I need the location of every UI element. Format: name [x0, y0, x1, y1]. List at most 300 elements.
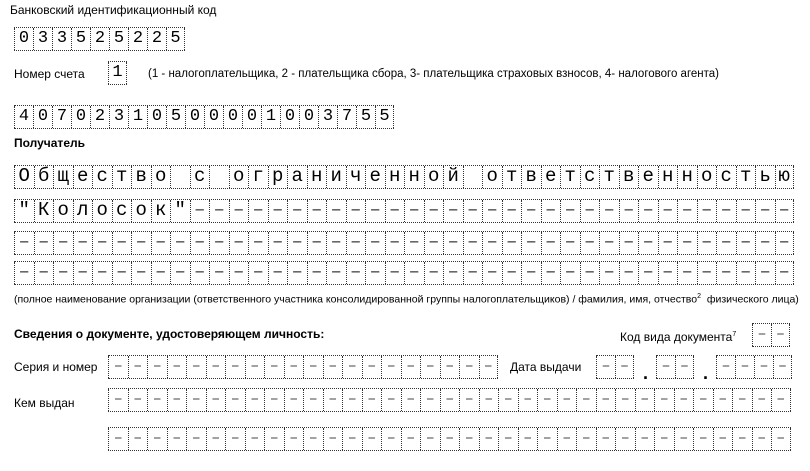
empty-cell	[190, 262, 210, 284]
char-cell: в	[619, 166, 639, 188]
recipient-label: Получатель	[14, 136, 85, 150]
char-cell: 5	[166, 106, 185, 128]
empty-cell	[147, 428, 167, 450]
empty-cell	[186, 428, 206, 450]
empty-cell	[576, 428, 596, 450]
empty-cell	[596, 428, 616, 450]
empty-cell	[498, 428, 518, 450]
empty-cell	[303, 389, 323, 411]
empty-cell	[713, 389, 733, 411]
empty-cell	[635, 428, 655, 450]
empty-cell	[167, 389, 187, 411]
empty-cell	[385, 200, 405, 222]
char-cell: к	[151, 200, 171, 222]
empty-cell	[342, 356, 362, 378]
char-cell: 5	[109, 28, 128, 50]
char-cell: т	[736, 166, 756, 188]
char-cell: о	[151, 166, 171, 188]
empty-cell	[459, 389, 479, 411]
empty-cell	[303, 428, 323, 450]
recipient-line[interactable]	[14, 231, 794, 255]
empty-cell	[498, 389, 518, 411]
empty-cell	[381, 428, 401, 450]
empty-cell	[284, 356, 304, 378]
empty-cell	[206, 428, 226, 450]
empty-cell	[658, 262, 678, 284]
char-cell: с	[92, 166, 112, 188]
empty-cell	[229, 200, 249, 222]
empty-cell	[108, 389, 128, 411]
empty-cell	[209, 262, 229, 284]
char-cell: с	[190, 166, 210, 188]
empty-cell	[248, 232, 268, 254]
empty-cell	[112, 262, 132, 284]
char-cell: 0	[147, 106, 166, 128]
empty-cell	[365, 200, 385, 222]
account-type-field[interactable]	[108, 61, 127, 85]
empty-cell	[170, 262, 190, 284]
char-cell: 0	[71, 106, 90, 128]
empty-cell	[463, 232, 483, 254]
empty-cell	[346, 262, 366, 284]
empty-cell	[186, 389, 206, 411]
empty-cell	[638, 232, 658, 254]
char-cell: т	[502, 166, 522, 188]
empty-cell	[656, 356, 675, 378]
char-cell: 2	[90, 106, 109, 128]
empty-cell	[401, 356, 421, 378]
empty-cell	[346, 232, 366, 254]
empty-cell	[190, 232, 210, 254]
empty-cell	[404, 232, 424, 254]
char-cell: 3	[33, 28, 52, 50]
empty-cell	[518, 428, 538, 450]
empty-cell	[381, 356, 401, 378]
empty-cell	[502, 232, 522, 254]
char-cell: о	[424, 166, 444, 188]
empty-cell	[401, 389, 421, 411]
char-cell: а	[287, 166, 307, 188]
char-cell: о	[482, 166, 502, 188]
empty-cell	[170, 232, 190, 254]
empty-cell	[147, 389, 167, 411]
empty-cell	[206, 389, 226, 411]
empty-cell	[716, 262, 736, 284]
char-cell: 0	[33, 106, 52, 128]
empty-cell	[463, 200, 483, 222]
empty-cell	[307, 232, 327, 254]
empty-cell	[225, 389, 245, 411]
char-cell: К	[34, 200, 54, 222]
empty-cell	[73, 262, 93, 284]
empty-cell	[326, 262, 346, 284]
empty-cell	[752, 389, 772, 411]
empty-cell	[754, 356, 773, 378]
empty-cell	[677, 232, 697, 254]
char-cell: о	[53, 200, 73, 222]
empty-cell	[92, 232, 112, 254]
char-cell: 3	[52, 28, 71, 50]
empty-cell	[440, 356, 460, 378]
empty-cell	[147, 356, 167, 378]
char-cell: 0	[280, 106, 299, 128]
empty-cell	[307, 262, 327, 284]
char-cell: 5	[71, 28, 90, 50]
char-cell: щ	[53, 166, 73, 188]
char-cell: е	[73, 166, 93, 188]
empty-cell	[752, 428, 772, 450]
empty-cell	[654, 428, 674, 450]
char-cell: о	[92, 200, 112, 222]
empty-cell	[479, 389, 499, 411]
empty-cell	[560, 200, 580, 222]
char-cell: н	[677, 166, 697, 188]
empty-cell	[385, 262, 405, 284]
doc-code-label	[620, 328, 736, 344]
issued-by-label: Кем выдан	[14, 396, 75, 410]
char-cell: 2	[90, 28, 109, 50]
empty-cell	[596, 389, 616, 411]
char-cell: 1	[261, 106, 280, 128]
space-cell	[463, 166, 483, 188]
char-cell: 0	[204, 106, 223, 128]
empty-cell	[245, 356, 265, 378]
empty-cell	[463, 262, 483, 284]
empty-cell	[674, 428, 694, 450]
empty-cell	[557, 428, 577, 450]
empty-cell	[248, 200, 268, 222]
empty-cell	[736, 200, 756, 222]
empty-cell	[362, 356, 382, 378]
empty-cell	[424, 200, 444, 222]
empty-cell	[677, 262, 697, 284]
empty-cell	[326, 200, 346, 222]
empty-cell	[599, 262, 619, 284]
empty-cell	[736, 262, 756, 284]
char-cell: О	[14, 166, 34, 188]
account-type-note: (1 - налогоплательщика, 2 - плательщика сбора, 3- плательщика страховых взносов, 4- налогового агента)	[148, 68, 720, 80]
empty-cell	[502, 200, 522, 222]
char-cell: 3	[318, 106, 337, 128]
empty-cell	[420, 389, 440, 411]
issue-date-day-field[interactable]	[596, 355, 634, 379]
empty-cell	[482, 262, 502, 284]
char-cell: н	[658, 166, 678, 188]
empty-cell	[752, 324, 771, 346]
empty-cell	[599, 200, 619, 222]
empty-cell	[675, 356, 694, 378]
empty-cell	[697, 262, 717, 284]
space-cell	[170, 166, 190, 188]
char-cell: 1	[108, 62, 127, 84]
empty-cell	[53, 262, 73, 284]
bik-label: Банковский идентификационный код	[10, 3, 217, 17]
char-cell: о	[697, 166, 717, 188]
empty-cell	[92, 262, 112, 284]
empty-cell	[713, 428, 733, 450]
empty-cell	[638, 262, 658, 284]
empty-cell	[537, 389, 557, 411]
empty-cell	[596, 356, 615, 378]
char-cell: 0	[223, 106, 242, 128]
empty-cell	[658, 232, 678, 254]
empty-cell	[284, 389, 304, 411]
empty-cell	[521, 262, 541, 284]
empty-cell	[716, 232, 736, 254]
empty-cell	[167, 428, 187, 450]
empty-cell	[303, 356, 323, 378]
empty-cell	[245, 389, 265, 411]
empty-cell	[755, 262, 775, 284]
empty-cell	[443, 232, 463, 254]
empty-cell	[732, 428, 752, 450]
empty-cell	[404, 262, 424, 284]
empty-cell	[619, 232, 639, 254]
issued-by-line[interactable]	[108, 388, 791, 412]
empty-cell	[190, 200, 210, 222]
recipient-note	[14, 293, 799, 306]
empty-cell	[264, 389, 284, 411]
recipient-line[interactable]	[14, 165, 794, 189]
empty-cell	[128, 428, 148, 450]
char-cell: т	[560, 166, 580, 188]
empty-cell	[521, 232, 541, 254]
char-cell: т	[599, 166, 619, 188]
empty-cell	[420, 356, 440, 378]
empty-cell	[245, 428, 265, 450]
footnote-2: 2	[697, 293, 701, 300]
empty-cell	[443, 200, 463, 222]
empty-cell	[268, 262, 288, 284]
empty-cell	[131, 262, 151, 284]
char-cell: 5	[166, 28, 185, 50]
date-separator: .	[703, 363, 709, 383]
empty-cell	[229, 232, 249, 254]
empty-cell	[736, 232, 756, 254]
empty-cell	[362, 389, 382, 411]
char-cell: 1	[128, 106, 147, 128]
empty-cell	[771, 428, 791, 450]
recipient-line[interactable]	[14, 199, 794, 223]
empty-cell	[735, 356, 754, 378]
empty-cell	[342, 389, 362, 411]
char-cell: 0	[14, 28, 33, 50]
empty-cell	[541, 262, 561, 284]
empty-cell	[459, 356, 479, 378]
empty-cell	[619, 262, 639, 284]
recipient-note-tail: физического лица)	[706, 293, 799, 306]
empty-cell	[716, 356, 735, 378]
empty-cell	[206, 356, 226, 378]
empty-cell	[580, 232, 600, 254]
empty-cell	[440, 428, 460, 450]
char-cell: ю	[775, 166, 795, 188]
empty-cell	[381, 389, 401, 411]
empty-cell	[326, 232, 346, 254]
empty-cell	[424, 232, 444, 254]
empty-cell	[658, 200, 678, 222]
empty-cell	[268, 200, 288, 222]
empty-cell	[615, 389, 635, 411]
empty-cell	[541, 200, 561, 222]
recipient-note-text: (полное наименование организации (ответственного участника консолидированной группы налогоплательщиков) / фамилия, имя, отчество	[14, 293, 698, 306]
char-cell: е	[541, 166, 561, 188]
empty-cell	[108, 428, 128, 450]
empty-cell	[440, 389, 460, 411]
empty-cell	[287, 200, 307, 222]
series-number-field[interactable]	[108, 355, 498, 379]
empty-cell	[479, 356, 499, 378]
empty-cell	[479, 428, 499, 450]
empty-cell	[775, 200, 795, 222]
char-cell: "	[170, 200, 190, 222]
issue-date-label: Дата выдачи	[510, 360, 582, 374]
empty-cell	[755, 200, 775, 222]
empty-cell	[365, 262, 385, 284]
empty-cell	[615, 356, 634, 378]
char-cell: 7	[52, 106, 71, 128]
empty-cell	[167, 356, 187, 378]
empty-cell	[693, 428, 713, 450]
char-cell: 4	[14, 106, 33, 128]
char-cell: н	[307, 166, 327, 188]
empty-cell	[755, 232, 775, 254]
empty-cell	[541, 232, 561, 254]
footnote-7: 7	[732, 331, 737, 338]
empty-cell	[128, 389, 148, 411]
empty-cell	[580, 200, 600, 222]
char-cell: б	[34, 166, 54, 188]
char-cell: ч	[346, 166, 366, 188]
empty-cell	[73, 232, 93, 254]
char-cell: г	[248, 166, 268, 188]
empty-cell	[53, 232, 73, 254]
empty-cell	[151, 262, 171, 284]
empty-cell	[131, 232, 151, 254]
empty-cell	[619, 200, 639, 222]
char-cell: "	[14, 200, 34, 222]
issue-date-year-field[interactable]	[716, 355, 792, 379]
empty-cell	[323, 389, 343, 411]
empty-cell	[773, 356, 792, 378]
char-cell: в	[131, 166, 151, 188]
empty-cell	[385, 232, 405, 254]
empty-cell	[14, 232, 34, 254]
empty-cell	[186, 356, 206, 378]
account-number-field[interactable]	[14, 105, 394, 129]
empty-cell	[771, 389, 791, 411]
space-cell	[209, 166, 229, 188]
empty-cell	[323, 428, 343, 450]
empty-cell	[732, 389, 752, 411]
empty-cell	[346, 200, 366, 222]
doc-code-text: Код вида документа	[620, 330, 733, 344]
char-cell: 0	[242, 106, 261, 128]
series-number-label: Серия и номер	[14, 360, 98, 374]
empty-cell	[560, 262, 580, 284]
char-cell: р	[268, 166, 288, 188]
char-cell: с	[580, 166, 600, 188]
char-cell: ь	[755, 166, 775, 188]
char-cell: с	[716, 166, 736, 188]
empty-cell	[599, 232, 619, 254]
char-cell: й	[443, 166, 463, 188]
empty-cell	[209, 232, 229, 254]
empty-cell	[404, 200, 424, 222]
account-label: Номер счета	[14, 67, 85, 81]
empty-cell	[502, 262, 522, 284]
empty-cell	[287, 262, 307, 284]
doc-code-field[interactable]	[752, 323, 790, 347]
char-cell: 3	[109, 106, 128, 128]
empty-cell	[693, 389, 713, 411]
empty-cell	[482, 232, 502, 254]
empty-cell	[518, 389, 538, 411]
char-cell: е	[365, 166, 385, 188]
char-cell: 5	[356, 106, 375, 128]
char-cell: и	[326, 166, 346, 188]
empty-cell	[362, 428, 382, 450]
empty-cell	[342, 428, 362, 450]
char-cell: о	[131, 200, 151, 222]
char-cell: е	[638, 166, 658, 188]
issued-by-line[interactable]	[108, 427, 791, 451]
empty-cell	[420, 428, 440, 450]
char-cell: т	[112, 166, 132, 188]
empty-cell	[34, 232, 54, 254]
char-cell: 0	[299, 106, 318, 128]
empty-cell	[424, 262, 444, 284]
date-separator: .	[643, 363, 649, 383]
char-cell: с	[112, 200, 132, 222]
char-cell: 5	[375, 106, 394, 128]
empty-cell	[482, 200, 502, 222]
empty-cell	[365, 232, 385, 254]
empty-cell	[34, 262, 54, 284]
char-cell: 2	[128, 28, 147, 50]
empty-cell	[128, 356, 148, 378]
empty-cell	[264, 428, 284, 450]
empty-cell	[580, 262, 600, 284]
empty-cell	[284, 428, 304, 450]
bik-field[interactable]	[14, 27, 185, 51]
empty-cell	[638, 200, 658, 222]
char-cell: в	[521, 166, 541, 188]
empty-cell	[775, 262, 795, 284]
empty-cell	[209, 200, 229, 222]
empty-cell	[697, 200, 717, 222]
empty-cell	[635, 389, 655, 411]
empty-cell	[268, 232, 288, 254]
empty-cell	[716, 200, 736, 222]
empty-cell	[151, 232, 171, 254]
empty-cell	[229, 262, 249, 284]
empty-cell	[443, 262, 463, 284]
recipient-line[interactable]	[14, 261, 794, 285]
issue-date-month-field[interactable]	[656, 355, 694, 379]
empty-cell	[401, 428, 421, 450]
empty-cell	[557, 389, 577, 411]
char-cell: 2	[147, 28, 166, 50]
empty-cell	[323, 356, 343, 378]
empty-cell	[264, 356, 284, 378]
empty-cell	[248, 262, 268, 284]
char-cell: 7	[337, 106, 356, 128]
char-cell: л	[73, 200, 93, 222]
empty-cell	[775, 232, 795, 254]
empty-cell	[307, 200, 327, 222]
empty-cell	[287, 232, 307, 254]
